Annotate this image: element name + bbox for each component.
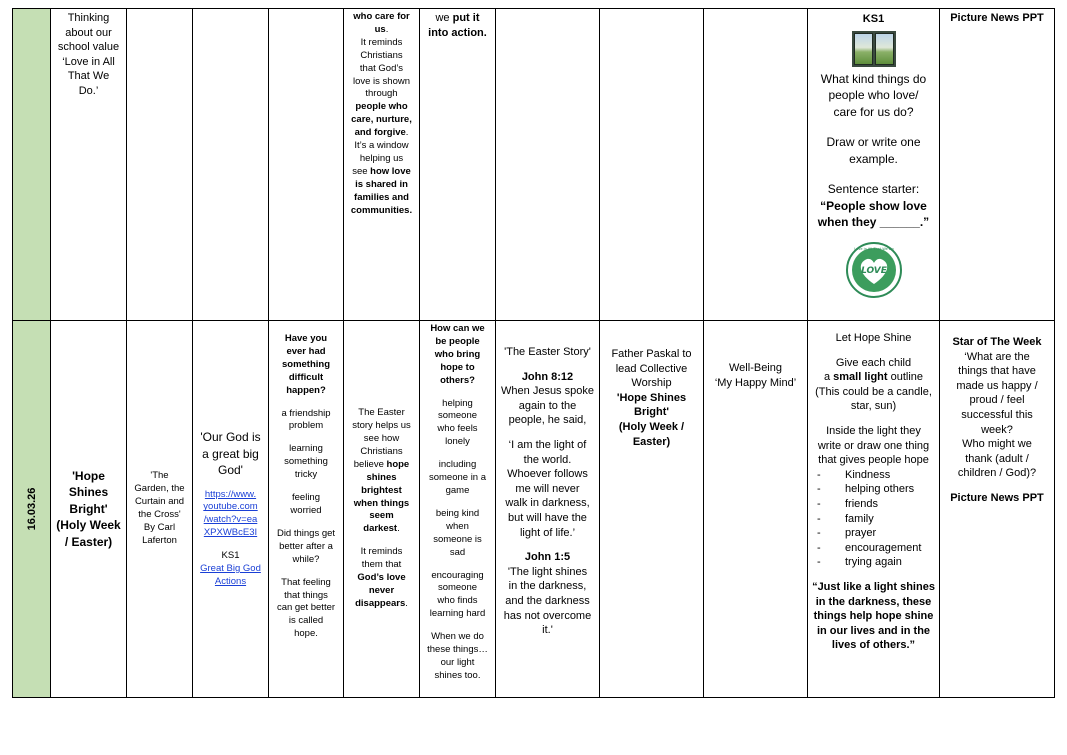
ks1-actions-link[interactable]: Great Big God Actions (200, 563, 261, 588)
collective-worship-plan-table (12, 8, 1055, 698)
scripture-cell: 'The Easter Story' John 8:12 When Jesus spoke again to the people, he said, ‘I am the light of the world. Whoever follows me will never walk in darkness, but will have the light of life.’ John 1:5 'The light shines in the darkness, and the darkness has not overcome it.' (496, 321, 600, 698)
list-item: - encouragement (817, 541, 922, 554)
love-badge-icon (845, 241, 903, 299)
list-item: - family (817, 512, 874, 525)
bring-hope-cell: How can we be people who bring hope to others? helping someone who feels lonely including someone in a game being kind when someone is sad encouraging someone who finds learning hard When we do these things… our light shines too. (420, 321, 496, 698)
empty-cell (600, 9, 704, 321)
empty-cell (127, 9, 193, 321)
star-of-week-cell: Star of The Week ‘What are the things that have made us happy / proud / feel successful this week? Who might we thank (adult / children / God)? Picture News PPT (940, 321, 1055, 698)
window-image (852, 31, 896, 67)
wellbeing-cell: Well-Being ‘My Happy Mind’ (704, 321, 808, 698)
theme-cell: 'Hope Shines Bright' (Holy Week / Easter) (51, 321, 127, 698)
reflection-cell: Have you ever had something difficult happen? a friendship problem learning something tricky feeling worried Did things get better after a while? That feeling that things can get better is called hope. (269, 321, 344, 698)
empty-cell (193, 9, 269, 321)
song-youtube-link[interactable]: https://www. youtube.com /watch?v=ea XPXWBcE3I (203, 488, 258, 539)
list-item: - prayer (817, 527, 877, 540)
svg-text:Love in All That We Do: Love in All That We Do (853, 246, 894, 251)
empty-cell (269, 9, 344, 321)
list-item: - Kindness (817, 468, 891, 481)
list-item: - friends (817, 497, 879, 510)
hope-list (811, 468, 936, 570)
ks1-activity-cell: KS1 What kind things do people who love/ care for us do? Draw or write one example. Sentence starter: “People show love when they ______.” LOVE Love in All That We Do (808, 9, 940, 321)
song-cell: 'Our God is a great big God' https://www. youtube.com /watch?v=ea XPXWBcE3I KS1 Great Big God Actions (193, 321, 269, 698)
resource-cell: Picture News PPT (940, 9, 1055, 321)
value-intro-cell: Thinking about our school value ‘Love in All That We Do.’ (51, 9, 127, 321)
list-item: - trying again (817, 556, 902, 569)
week-row-16-03-26 (13, 321, 1055, 698)
story-cell: 'The Garden, the Curtain and the Cross' By Carl Laferton (127, 321, 193, 698)
date-cell-empty (13, 9, 51, 321)
empty-cell (704, 9, 808, 321)
list-item: - helping others (817, 483, 915, 496)
window-explanation-cell: who care for us. It reminds Christians that God’s love is shown through people who care, nurture, and forgive. It’s a window helping us see how love is shared in families and communities. (344, 9, 420, 321)
svg-text:LOVE: LOVE (860, 265, 887, 276)
week-row-continued (13, 9, 1055, 321)
easter-meaning-cell: The Easter story helps us see how Christians believe hope shines brightest when things seem darkest. It reminds them that God’s love never disappears. (344, 321, 420, 698)
action-cell: we put it into action. (420, 9, 496, 321)
empty-cell (496, 9, 600, 321)
let-hope-shine-cell: Let Hope Shine Give each child a small light outline (This could be a candle, star, sun) Inside the light they write or draw one thing that gives people hope - Kindness - helping others - friends - family - prayer - encouragement - trying again “Just like a light shines in the darkness, these things help hope shine in our lives and in the lives of others.” (808, 321, 940, 698)
worship-leader-cell: Father Paskal to lead Collective Worship 'Hope Shines Bright' (Holy Week / Easter) (600, 321, 704, 698)
date-cell: 16.03.26 (13, 321, 51, 698)
